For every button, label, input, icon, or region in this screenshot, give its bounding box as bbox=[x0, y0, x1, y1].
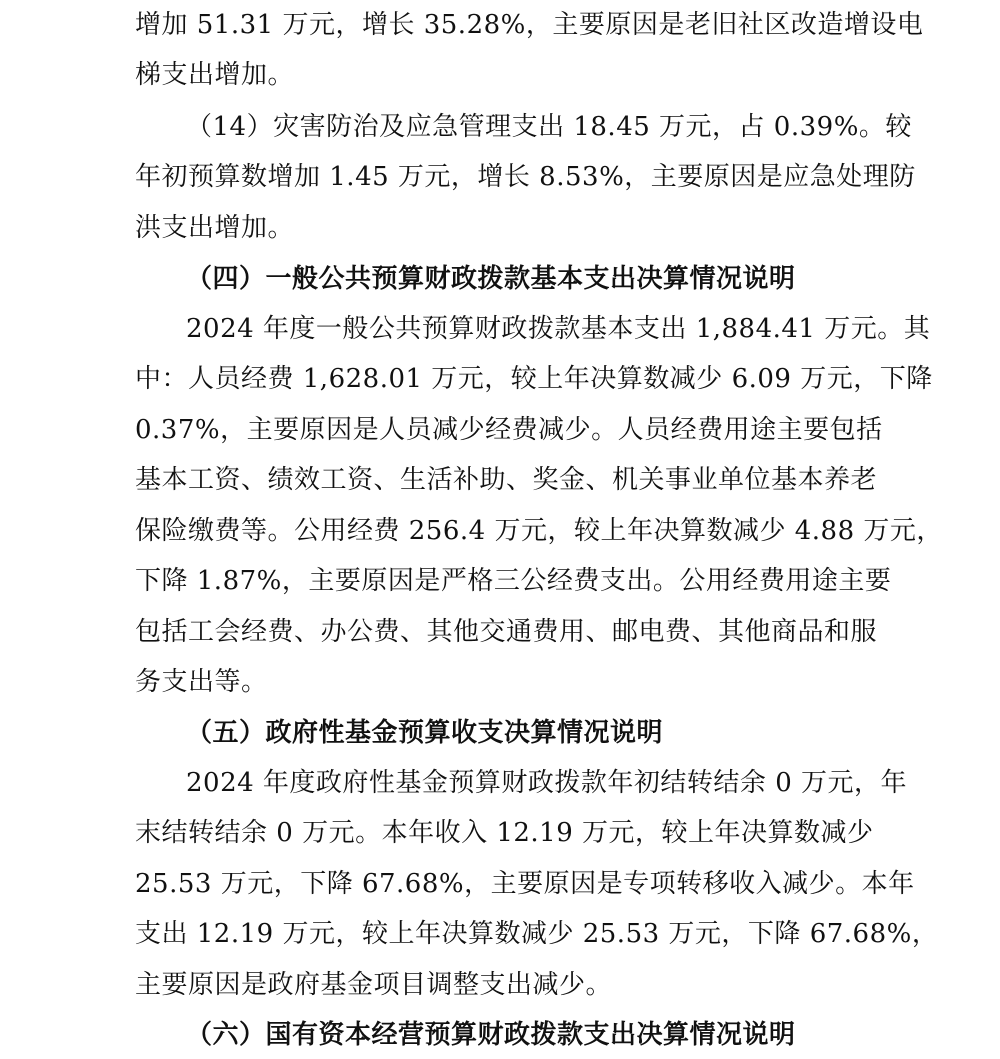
section-heading: （六）国有资本经营预算财政拨款支出决算情况说明 bbox=[186, 1020, 796, 1050]
text-line: 保险缴费等。公用经费 256.4 万元，较上年决算数减少 4.88 万元， bbox=[135, 516, 943, 546]
text-line: 2024 年度政府性基金预算财政拨款年初结转结余 0 万元，年 bbox=[186, 768, 908, 798]
text-line: 梯支出增加。 bbox=[135, 60, 295, 90]
text-line: 支出 12.19 万元，较上年决算数减少 25.53 万元，下降 67.68%， bbox=[135, 919, 939, 949]
text-line: 末结转结余 0 万元。本年收入 12.19 万元，较上年决算数减少 bbox=[135, 818, 874, 848]
text-line: 2024 年度一般公共预算财政拨款基本支出 1,884.41 万元。其 bbox=[186, 314, 931, 344]
section-heading: （五）政府性基金预算收支决算情况说明 bbox=[186, 718, 664, 748]
text-line: 0.37%，主要原因是人员减少经费减少。人员经费用途主要包括 bbox=[135, 415, 883, 445]
text-line: 务支出等。 bbox=[135, 667, 268, 697]
text-line: 下降 1.87%，主要原因是严格三公经费支出。公用经费用途主要 bbox=[135, 566, 892, 596]
text-line: 洪支出增加。 bbox=[135, 213, 295, 243]
text-line: 25.53 万元，下降 67.68%，主要原因是专项转移收入减少。本年 bbox=[135, 869, 915, 899]
text-line: 主要原因是政府基金项目调整支出减少。 bbox=[135, 970, 613, 1000]
text-line: （14）灾害防治及应急管理支出 18.45 万元，占 0.39%。较 bbox=[186, 112, 912, 142]
text-line: 基本工资、绩效工资、生活补助、奖金、机关事业单位基本养老 bbox=[135, 465, 878, 495]
section-heading: （四）一般公共预算财政拨款基本支出决算情况说明 bbox=[186, 264, 796, 294]
text-line: 增加 51.31 万元，增长 35.28%，主要原因是老旧社区改造增设电 bbox=[135, 10, 924, 40]
text-line: 中：人员经费 1,628.01 万元，较上年决算数减少 6.09 万元，下降 bbox=[135, 364, 933, 394]
text-line: 年初预算数增加 1.45 万元，增长 8.53%，主要原因是应急处理防 bbox=[135, 162, 916, 192]
text-line: 包括工会经费、办公费、其他交通费用、邮电费、其他商品和服 bbox=[135, 617, 878, 647]
